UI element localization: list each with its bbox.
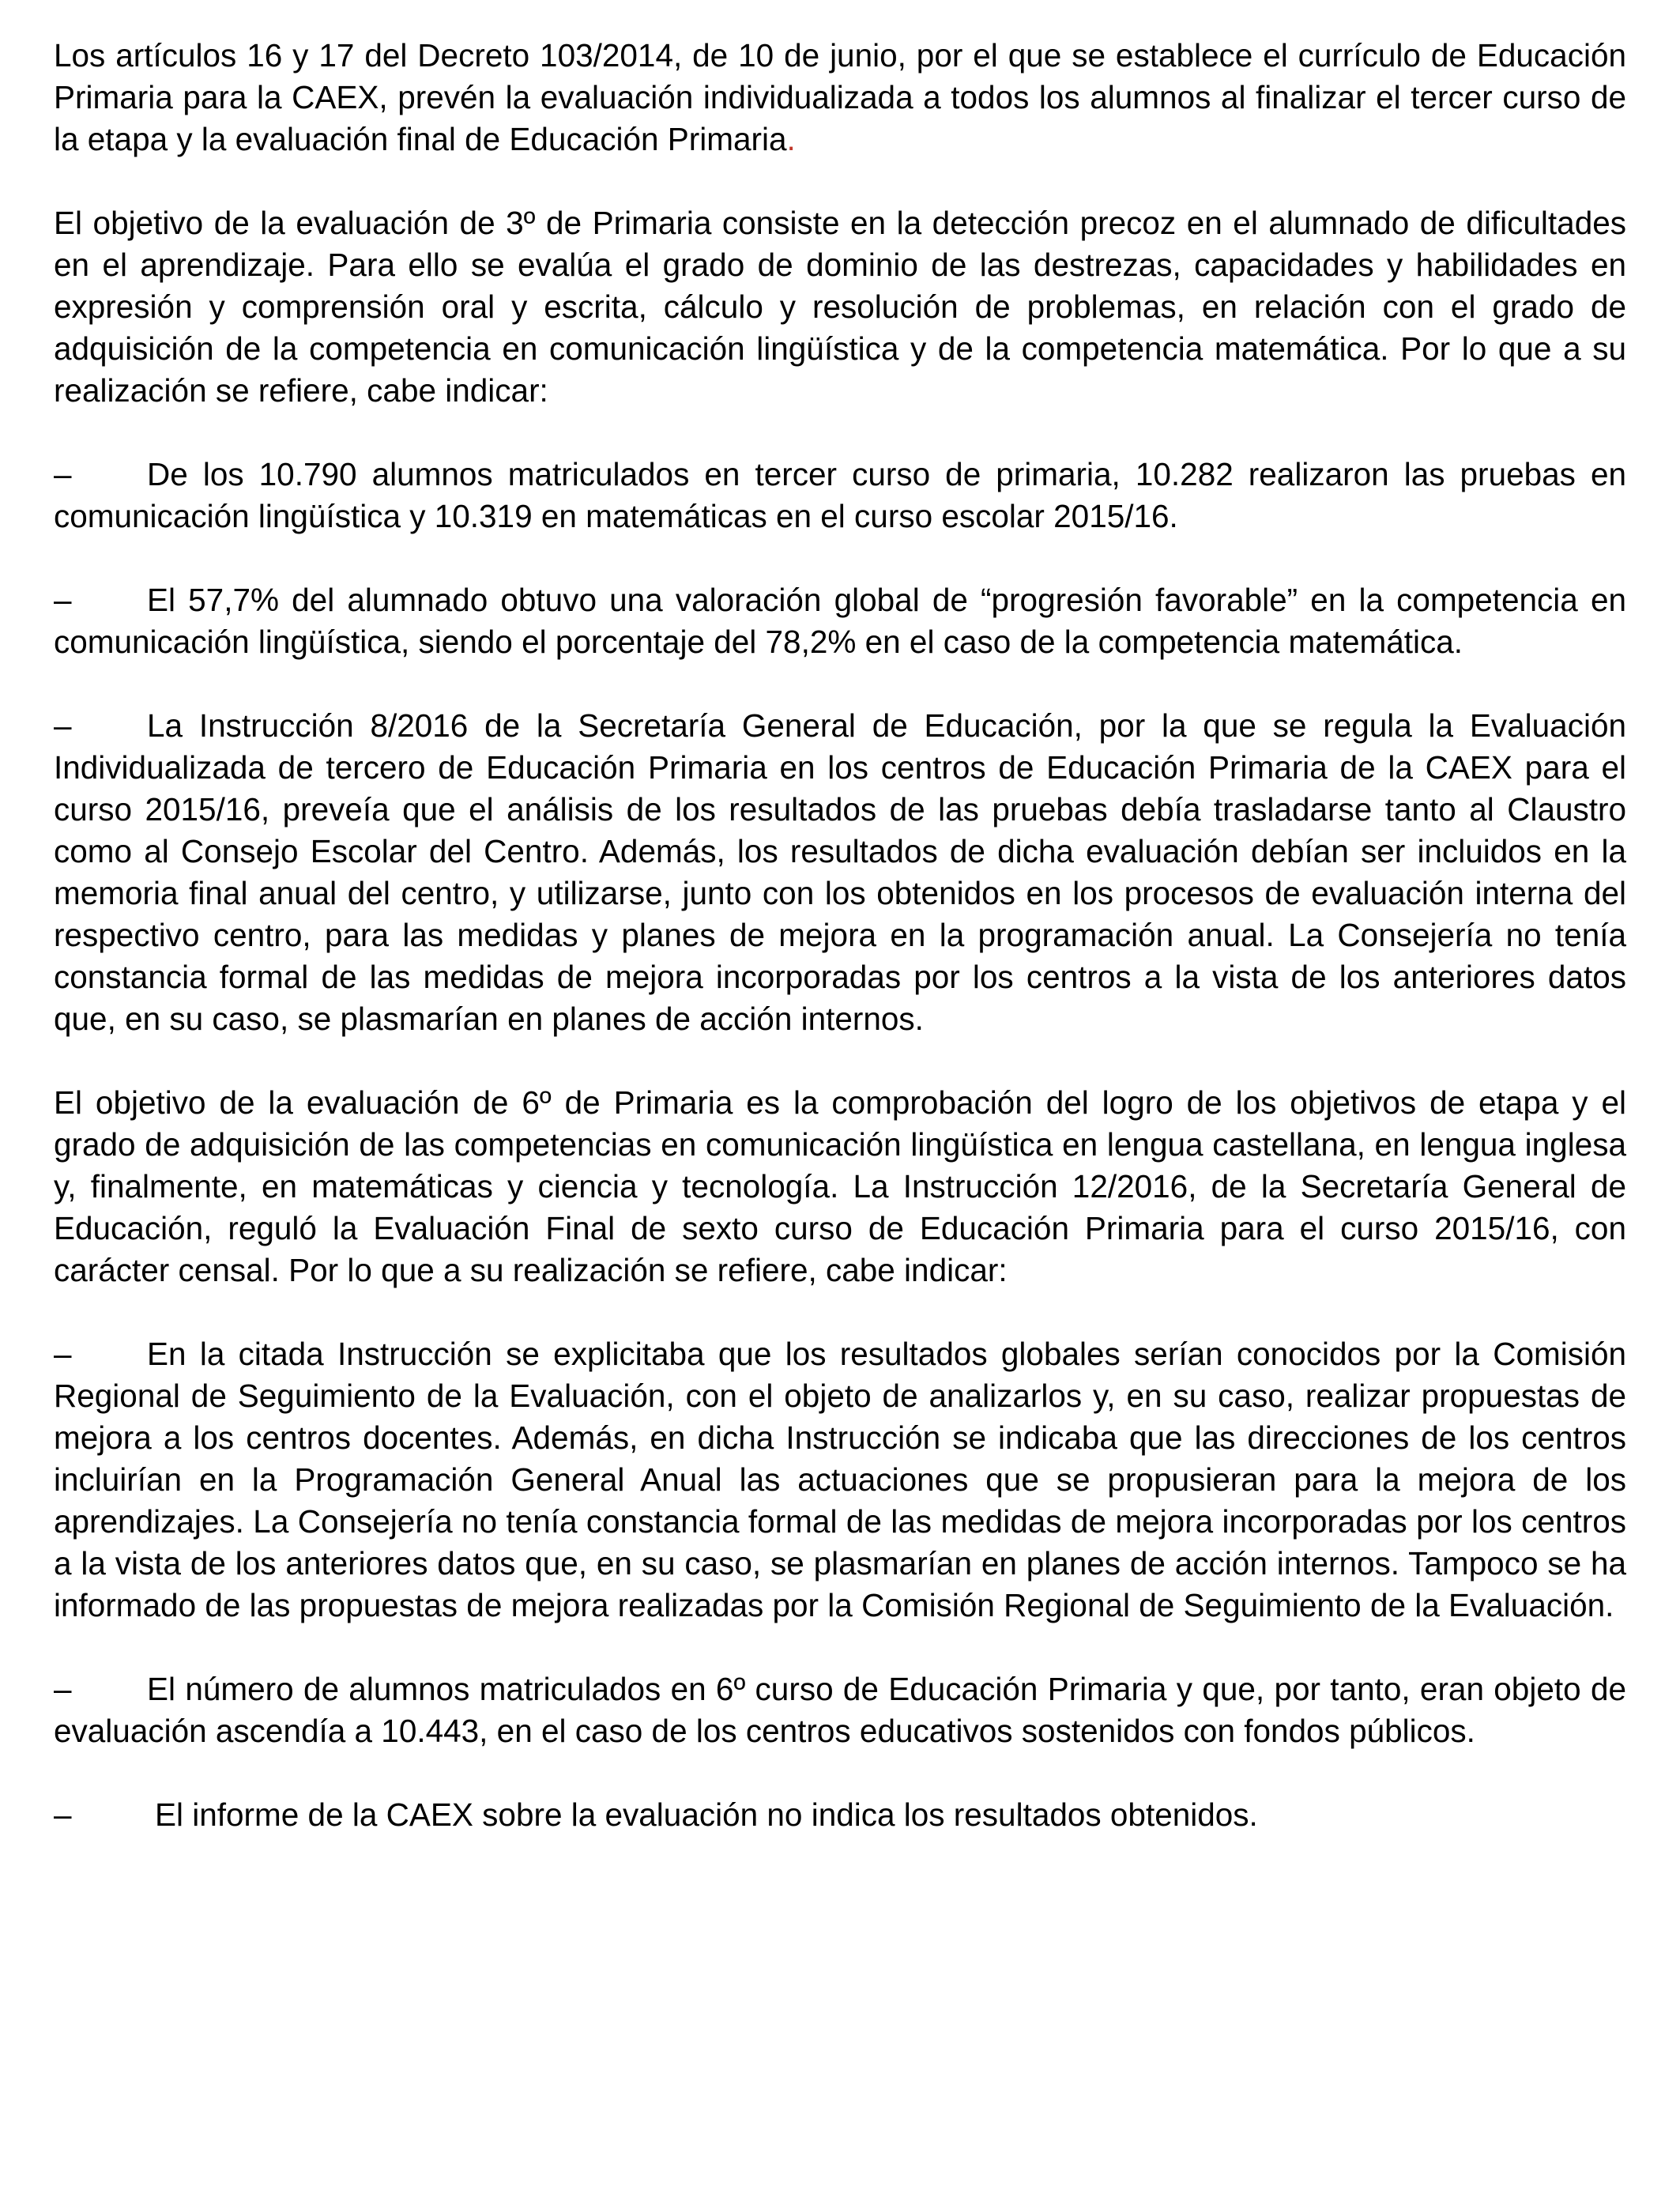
bullet-text: El informe de la CAEX sobre la evaluación no indica los resultados obtenidos. bbox=[155, 1796, 1258, 1833]
third-grade-objective-paragraph: El objetivo de la evaluación de 3º de Primaria consiste en la detección precoz en el alumnado de dificultades en el aprendizaje. Para ello se evalúa el grado de dominio de las destrezas, capacidades y habilidades en expresión y comprensión oral y escrita, cálculo y resolución de problemas, en relación con el grado de adquisición de la competencia en comunicación lingüística y de la competencia matemática. Por lo que a su realización se refiere, cabe indicar: bbox=[54, 205, 1626, 409]
bullet-dash: – bbox=[54, 456, 72, 492]
bullet-dash: – bbox=[54, 1796, 72, 1833]
bullet-item bbox=[54, 1668, 1626, 1752]
bullet-dash: – bbox=[54, 1336, 72, 1372]
bullet-item bbox=[54, 1794, 1626, 1836]
bullet-item bbox=[54, 454, 1626, 537]
intro-text: Los artículos 16 y 17 del Decreto 103/2014, de 10 de junio, por el que se establece el currículo de Educación Primaria para la CAEX, prevén la evaluación individualizada a todos los alumnos al finalizar el tercer curso de la etapa y la evaluación final de Educación Primaria bbox=[54, 37, 1626, 157]
bullet-text: La Instrucción 8/2016 de la Secretaría General de Educación, por la que se regula la Evaluación Individualizada de tercero de Educación Primaria en los centros de Educación Primaria de la CAEX para el curso 2015/16, preveía que el análisis de los resultados de las pruebas debía trasladarse tanto al Claustro como al Consejo Escolar del Centro. Además, los resultados de dicha evaluación debían ser incluidos en la memoria final anual del centro, y utilizarse, junto con los obtenidos en los procesos de evaluación interna del respectivo centro, para las medidas y planes de mejora en la programación anual. La Consejería no tenía constancia formal de las medidas de mejora incorporadas por los centros a la vista de los anteriores datos que, en su caso, se plasmarían en planes de acción internos. bbox=[54, 707, 1626, 1037]
bullet-dash: – bbox=[54, 582, 72, 618]
bullet-item bbox=[54, 705, 1626, 1040]
bullet-text: El número de alumnos matriculados en 6º curso de Educación Primaria y que, por tanto, eran objeto de evaluación ascendía a 10.443, en el caso de los centros educativos sostenidos con fondos públicos. bbox=[54, 1671, 1626, 1749]
bullet-item bbox=[54, 579, 1626, 663]
bullet-text: En la citada Instrucción se explicitaba que los resultados globales serían conocidos por la Comisión Regional de Seguimiento de la Evaluación, con el objeto de analizarlos y, en su caso, realizar propuestas de mejora a los centros docentes. Además, en dicha Instrucción se indicaba que las direcciones de los centros incluirían en la Programación General Anual las actuaciones que se propusieran para la mejora de los aprendizajes. La Consejería no tenía constancia formal de las medidas de mejora incorporadas por los centros a la vista de los anteriores datos que, en su caso, se plasmarían en planes de acción internos. Tampoco se ha informado de las propuestas de mejora realizadas por la Comisión Regional de Seguimiento de la Evaluación. bbox=[54, 1336, 1626, 1623]
sixth-grade-objective-paragraph: El objetivo de la evaluación de 6º de Primaria es la comprobación del logro de los objetivos de etapa y el grado de adquisición de las competencias en comunicación lingüística en lengua castellana, en lengua inglesa y, finalmente, en matemáticas y ciencia y tecnología. La Instrucción 12/2016, de la Secretaría General de Educación, reguló la Evaluación Final de sexto curso de Educación Primaria para el curso 2015/16, con carácter censal. Por lo que a su realización se refiere, cabe indicar: bbox=[54, 1084, 1626, 1288]
intro-paragraph bbox=[54, 35, 1626, 160]
bullet-dash: – bbox=[54, 707, 72, 744]
intro-end-mark: . bbox=[786, 121, 796, 157]
bullet-item bbox=[54, 1333, 1626, 1627]
bullet-dash: – bbox=[54, 1671, 72, 1707]
document-page bbox=[54, 35, 1626, 1878]
bullet-text: De los 10.790 alumnos matriculados en tercer curso de primaria, 10.282 realizaron las pruebas en comunicación lingüística y 10.319 en matemáticas en el curso escolar 2015/16. bbox=[54, 456, 1626, 534]
bullet-text: El 57,7% del alumnado obtuvo una valoración global de “progresión favorable” en la competencia en comunicación lingüística, siendo el porcentaje del 78,2% en el caso de la competencia matemática. bbox=[54, 582, 1626, 660]
